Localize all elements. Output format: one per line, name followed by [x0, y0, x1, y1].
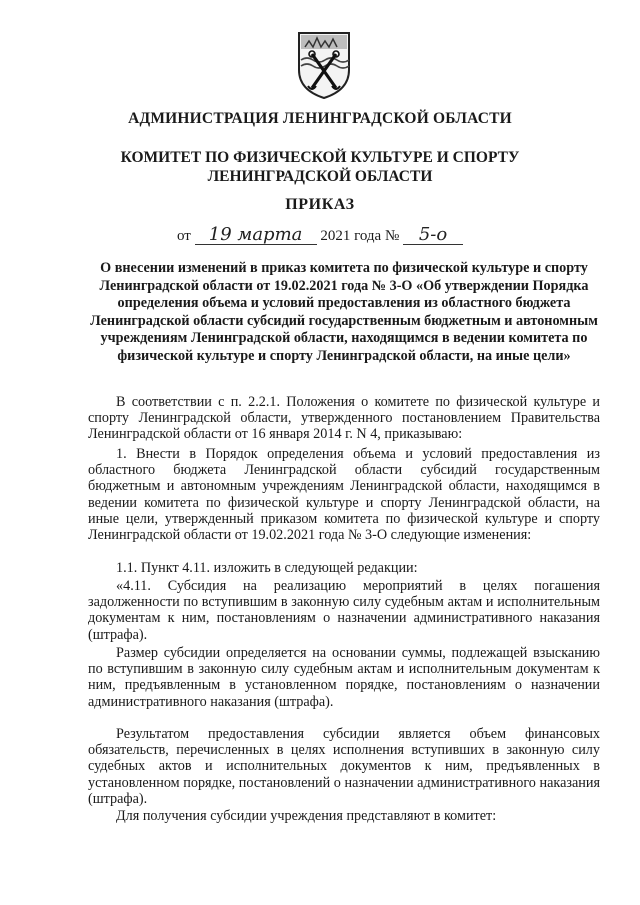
paragraph-item-1-1 — [88, 560, 600, 578]
paragraph-text: «4.11. Субсидия на реализацию мероприятий в целях погашения задолженности по вступившим в законную силу судебным актам и исполнительным документам к ним, постановлениям о назначении административного наказания (штрафа). — [88, 578, 600, 643]
date-prefix: от — [176, 228, 191, 244]
paragraph-item-1 — [88, 446, 600, 545]
order-title: О внесении изменений в приказ комитета по физической культуре и спорту Ленинградской области от 19.02.2021 года № 3-О «Об утверждении Порядка определения объема и условий предоставления из областного бюджета Ленинградской области субсидий государственным бюджетным и автономным учреждениям Ленинградской области, находящимся в ведении комитета по физической культуре и спорту Ленинградской области, на иные цели» — [90, 260, 598, 364]
coat-of-arms-emblem — [296, 30, 352, 100]
paragraph-clause-4-11 — [88, 578, 600, 645]
order-date-line — [0, 226, 640, 245]
paragraph-text: Для получения субсидии учреждения представляют в комитет: — [116, 808, 497, 824]
committee-heading-line1: КОМИТЕТ ПО ФИЗИЧЕСКОЙ КУЛЬТУРЕ И СПОРТУ — [120, 149, 520, 166]
paragraph-text: Результатом предоставления субсидии является объем финансовых обязательств, перечисленных в целях исполнения вступивших в законную силу судебных актов и исполнительных документов к ним, предъявленных в установленном порядке, постановлений о назначении административного наказания (штрафа). — [88, 726, 600, 807]
paragraph-subsidy-request — [88, 808, 600, 826]
committee-heading — [0, 148, 640, 186]
administration-heading: АДМИНИСТРАЦИЯ ЛЕНИНГРАДСКОЙ ОБЛАСТИ — [128, 110, 512, 127]
paragraph-subsidy-size — [88, 645, 600, 712]
paragraph-text: В соответствии с п. 2.2.1. Положения о комитете по физической культуре и спорту Ленинградской области, утвержденного постановлением Правительства Ленинградской области от 16 января 2014 г. N 4, приказываю: — [88, 394, 600, 443]
year-and-number-label: 2021 года № — [320, 228, 400, 244]
handwritten-date: 19 марта — [195, 226, 317, 245]
paragraph-text: 1. Внести в Порядок определения объема и условий предоставления из областного бюджета Ленинградской области субсидий государственным бюджетным и автономным учреждениям Ленинградской области, находящимся в ведении комитета по физической культуре и спорту Ленинградской области, на иные цели, утвержденный приказом комитета по физической культуре и спорту Ленинградской области от 19.02.2021 года № 3-О следующие изменения: — [88, 446, 600, 544]
paragraph-text: 1.1. Пункт 4.11. изложить в следующей редакции: — [116, 560, 418, 576]
paragraph-subsidy-result — [88, 726, 600, 809]
committee-heading-line2: ЛЕНИНГРАДСКОЙ ОБЛАСТИ — [207, 168, 433, 185]
document-type-heading: ПРИКАЗ — [285, 196, 355, 213]
handwritten-order-number: 5-о — [403, 226, 463, 245]
paragraph-text: Размер субсидии определяется на основании суммы, подлежащей взысканию по вступившим в законную силу судебным актам и исполнительным документам к ним, предъявленным в установленном порядке, постановлениям о назначении административного наказания (штрафа). — [88, 645, 600, 710]
paragraph-preamble — [88, 394, 600, 445]
